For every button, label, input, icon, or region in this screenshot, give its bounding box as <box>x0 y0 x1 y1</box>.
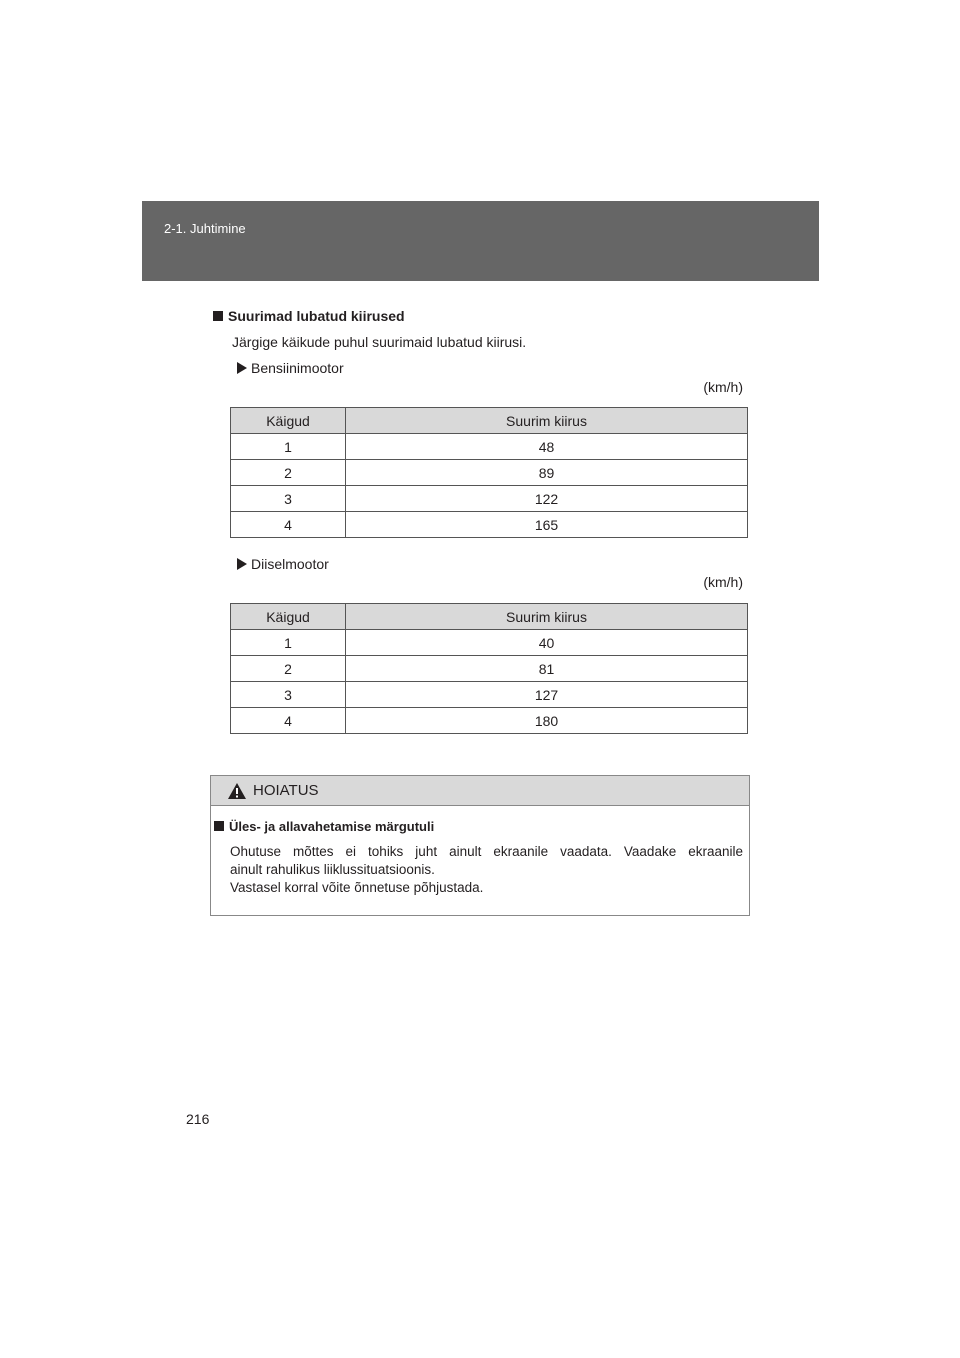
column-header-gear: Käigud <box>231 408 346 434</box>
section-title-text: Suurimad lubatud kiirused <box>228 308 405 324</box>
gear-cell: 4 <box>231 708 346 734</box>
table-row <box>231 656 748 682</box>
speed-cell: 180 <box>346 708 748 734</box>
warning-line: ainult rahulikus liiklussituatsioonis. <box>230 862 435 877</box>
diesel-unit: (km/h) <box>703 574 743 590</box>
warning-line: Vastasel korral võite õnnetuse põhjustada. <box>230 880 484 895</box>
column-header-speed: Suurim kiirus <box>346 604 748 630</box>
table-row <box>231 460 748 486</box>
page-number: 216 <box>186 1111 210 1127</box>
gear-cell: 3 <box>231 682 346 708</box>
column-header-speed: Suurim kiirus <box>346 408 748 434</box>
section-title <box>213 308 405 324</box>
speed-cell: 127 <box>346 682 748 708</box>
table-header-row <box>231 408 748 434</box>
warning-subtitle-text: Üles- ja allavahetamise märgutuli <box>229 819 435 834</box>
warning-triangle-icon <box>227 782 247 800</box>
speed-cell: 165 <box>346 512 748 538</box>
speed-cell: 40 <box>346 630 748 656</box>
warning-subtitle <box>214 819 434 834</box>
page-header <box>142 201 819 281</box>
warning-box <box>210 775 750 916</box>
gear-cell: 1 <box>231 434 346 460</box>
gear-cell: 2 <box>231 460 346 486</box>
gear-cell: 3 <box>231 486 346 512</box>
speed-cell: 81 <box>346 656 748 682</box>
table-row <box>231 486 748 512</box>
petrol-label: Bensiinimootor <box>251 360 344 376</box>
table-row <box>231 434 748 460</box>
intro-text: Järgige käikude puhul suurimaid lubatud kiirusi. <box>232 334 527 350</box>
column-header-gear: Käigud <box>231 604 346 630</box>
gear-cell: 2 <box>231 656 346 682</box>
petrol-unit: (km/h) <box>703 379 743 395</box>
triangle-bullet-icon <box>237 558 247 570</box>
square-bullet-icon <box>214 821 224 831</box>
diesel-subhead <box>237 556 329 572</box>
petrol-subhead <box>237 360 344 376</box>
speed-cell: 122 <box>346 486 748 512</box>
warning-header <box>211 776 749 806</box>
header-section-title: 2-1. Juhtimine <box>164 221 246 236</box>
table-row <box>231 630 748 656</box>
table-row <box>231 512 748 538</box>
diesel-label: Diiselmootor <box>251 556 329 572</box>
triangle-bullet-icon <box>237 362 247 374</box>
table-header-row <box>231 604 748 630</box>
warning-body <box>230 843 743 897</box>
warning-title: HOIATUS <box>253 782 319 799</box>
table-row <box>231 682 748 708</box>
square-bullet-icon <box>213 311 223 321</box>
table-row <box>231 708 748 734</box>
diesel-speed-table <box>230 603 748 734</box>
speed-cell: 48 <box>346 434 748 460</box>
speed-cell: 89 <box>346 460 748 486</box>
gear-cell: 1 <box>231 630 346 656</box>
gear-cell: 4 <box>231 512 346 538</box>
warning-line: Ohutuse mõttes ei tohiks juht ainult ekraanile vaadata. Vaadake ekraanile <box>230 844 743 859</box>
petrol-speed-table <box>230 407 748 538</box>
